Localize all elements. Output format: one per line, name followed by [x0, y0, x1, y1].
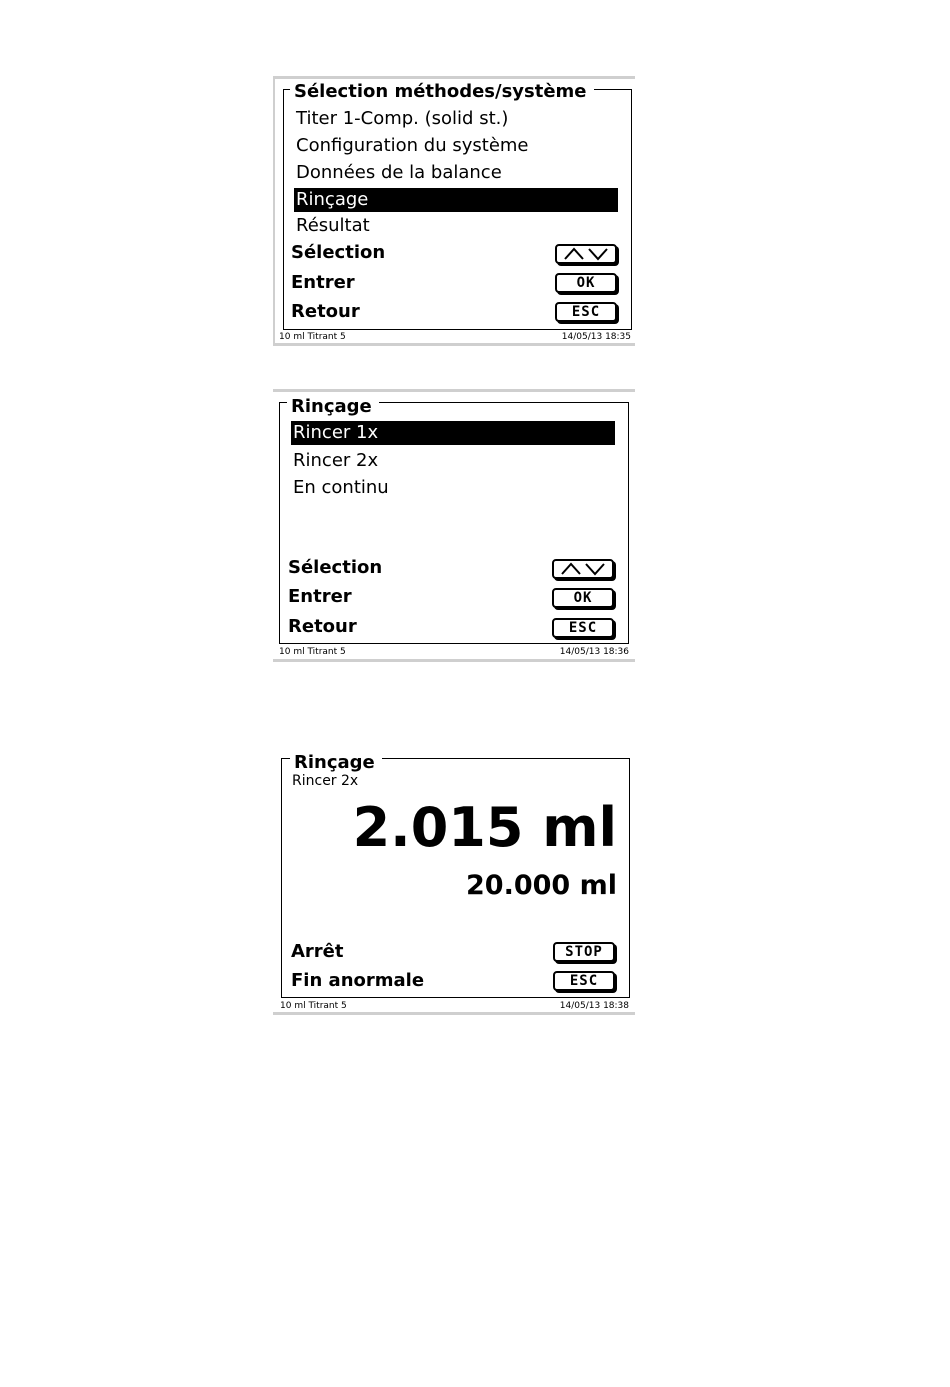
ok-key[interactable]: OK: [552, 588, 614, 608]
current-volume: 2.015 ml: [352, 796, 617, 859]
status-datetime: 14/05/13 18:38: [559, 1001, 629, 1011]
bottom-border: [273, 659, 635, 662]
bottom-border: [273, 1012, 635, 1015]
stop-key[interactable]: STOP: [553, 942, 615, 962]
methods-screen: [273, 76, 635, 346]
bottom-border: [273, 343, 635, 346]
menu-item-balance[interactable]: Données de la balance: [296, 162, 502, 183]
rinse-run-title: Rinçage: [290, 753, 382, 773]
status-left: 10 ml Titrant 5: [279, 332, 346, 342]
menu-item-configuration[interactable]: Configuration du système: [296, 135, 529, 156]
up-down-arrows-icon: [562, 247, 610, 261]
menu-item-rinse-1x[interactable]: Rincer 1x: [291, 421, 615, 445]
stop-label: Arrêt: [291, 941, 344, 962]
rinse-menu-title: Rinçage: [287, 397, 379, 417]
esc-key[interactable]: ESC: [553, 971, 615, 991]
abort-label: Fin anormale: [291, 970, 425, 991]
menu-item-continuous[interactable]: En continu: [293, 477, 389, 498]
top-border: [273, 389, 635, 392]
enter-label: Entrer: [291, 272, 355, 293]
menu-item-titer[interactable]: Titer 1-Comp. (solid st.): [296, 108, 509, 129]
up-down-key[interactable]: [552, 559, 614, 579]
left-border: [273, 76, 275, 346]
ok-key[interactable]: OK: [555, 273, 617, 293]
top-border: [273, 76, 635, 79]
up-down-arrows-icon: [559, 562, 607, 576]
status-left: 10 ml Titrant 5: [280, 1001, 347, 1011]
status-left: 10 ml Titrant 5: [279, 647, 346, 657]
select-label: Sélection: [291, 242, 386, 263]
status-datetime: 14/05/13 18:36: [559, 647, 629, 657]
enter-label: Entrer: [288, 586, 352, 607]
select-label: Sélection: [288, 557, 383, 578]
back-label: Retour: [288, 616, 357, 637]
rinse-run-screen: [273, 745, 635, 1015]
menu-item-rinse-2x[interactable]: Rincer 2x: [293, 450, 379, 471]
rinse-mode-subtitle: Rincer 2x: [292, 773, 359, 789]
total-volume: 20.000 ml: [466, 870, 617, 901]
esc-key[interactable]: ESC: [555, 302, 617, 322]
esc-key[interactable]: ESC: [552, 618, 614, 638]
menu-item-rinse[interactable]: Rinçage: [294, 188, 618, 212]
up-down-key[interactable]: [555, 244, 617, 264]
status-datetime: 14/05/13 18:35: [561, 332, 631, 342]
menu-item-result[interactable]: Résultat: [296, 215, 370, 236]
rinse-menu-screen: [273, 389, 635, 662]
methods-title: Sélection méthodes/système: [290, 82, 594, 102]
back-label: Retour: [291, 301, 360, 322]
